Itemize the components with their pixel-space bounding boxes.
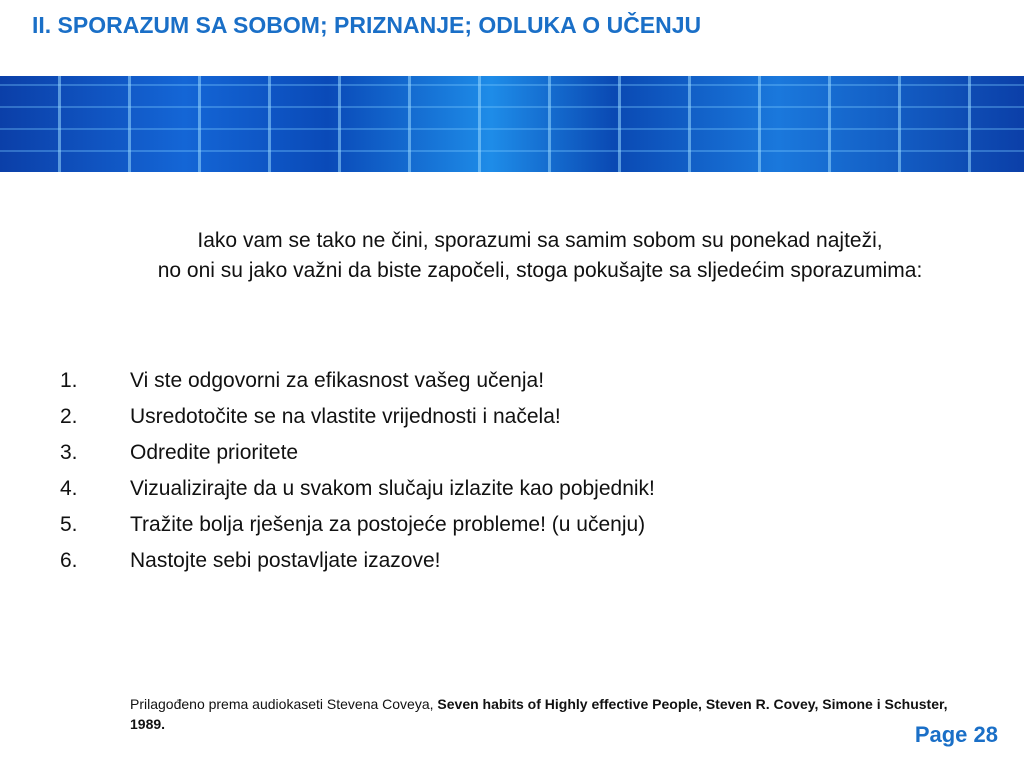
list-item-number: 5. <box>60 513 78 536</box>
list-item <box>60 546 960 582</box>
reference-source: Seven habits of Highly effective People, Steven R. Covey, Simone i Schuster, 1989. <box>130 696 948 732</box>
list-item-text: Usredotočite se na vlastite vrijednosti i načela! <box>130 405 561 428</box>
reference-note <box>130 694 950 734</box>
intro-line-2: no oni su jako važni da biste započeli, stoga pokušajte sa sljedećim sporazumima: <box>157 259 923 282</box>
agreements-list <box>60 366 960 582</box>
list-item-number: 2. <box>60 405 78 428</box>
list-item-text: Vi ste odgovorni za efikasnost vašeg učenja! <box>130 369 545 392</box>
list-item <box>60 474 960 510</box>
list-item-text: Vizualizirajte da u svakom slučaju izlazite kao pobjednik! <box>130 477 655 500</box>
list-item <box>60 366 960 402</box>
list-item <box>60 438 960 474</box>
list-item-text: Tražite bolja rješenja za postojeće probleme! (u učenju) <box>130 513 646 536</box>
list-item-text: Odredite prioritete <box>130 441 299 464</box>
intro-text <box>60 226 1020 286</box>
list-item-text: Nastojte sebi postavljate izazove! <box>130 549 441 572</box>
list-item-number: 4. <box>60 477 78 500</box>
list-item-number: 6. <box>60 549 78 572</box>
list-item-number: 3. <box>60 441 78 464</box>
list-item <box>60 510 960 546</box>
list-item-number: 1. <box>60 369 78 392</box>
reference-prefix: Prilagođeno prema audiokaseti Stevena Coveya, <box>130 696 438 712</box>
list-item <box>60 402 960 438</box>
page-title: II. SPORAZUM SA SOBOM; PRIZNANJE; ODLUKA O UČENJU <box>32 12 702 38</box>
header-banner <box>0 76 1024 172</box>
intro-line-1: Iako vam se tako ne čini, sporazumi sa samim sobom su ponekad najteži, <box>197 229 883 252</box>
page-number: Page 28 <box>914 722 998 747</box>
